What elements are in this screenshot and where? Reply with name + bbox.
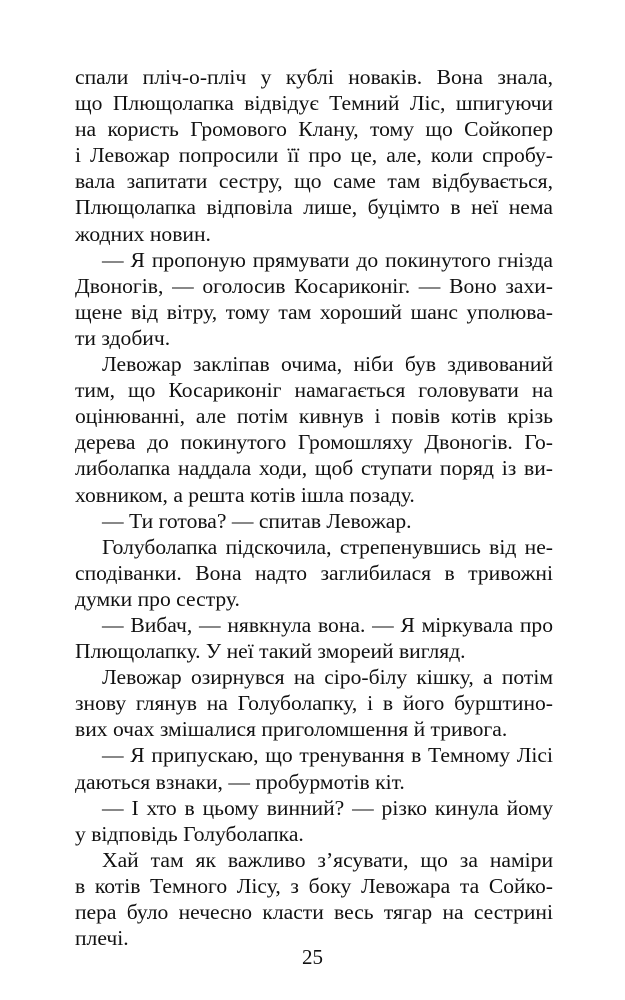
text-line: — І хто в цьому винний? — різко кинула йому — [102, 795, 553, 820]
text-line: Плющолапка відповіла лише, буцімто в неї нема — [75, 195, 553, 220]
text-line: Левожар озирнувся на сіро-білу кішку, а потім — [102, 665, 553, 690]
text-line: тим, що Косариконіг намагається головувати на — [75, 378, 553, 403]
text-line: знову глянув на Голуболапку, і в його бурштино- — [75, 691, 553, 716]
text-line: і Левожар попросили її про це, але, коли спробу- — [75, 143, 553, 168]
text-line: Хай там як важливо з’ясувати, що за наміри — [102, 847, 553, 872]
text-line: вала запитати сестру, що саме там відбувається, — [75, 169, 553, 194]
text-line: що Плющолапка відвідує Темний Ліс, шпигуючи — [75, 91, 553, 116]
text-line: ховником, а решта котів ішла позаду. — [75, 482, 415, 507]
text-line: щене від вітру, тому там хороший шанс уполюва- — [75, 299, 553, 324]
text-line: ти здобич. — [75, 325, 171, 350]
text-line: — Я припускаю, що тренування в Темному Лісі — [102, 743, 553, 768]
text-line: вих очах змішалися приголомшення й тривога. — [75, 717, 508, 742]
text-line: Двоногів, — оголосив Косариконіг. — Воно захи- — [75, 273, 553, 298]
text-line: плечі. — [75, 926, 129, 951]
text-line: на користь Громового Клану, тому що Сойкопер — [75, 117, 553, 142]
text-line: жодних новин. — [75, 221, 211, 246]
text-line: — Ти готова? — спитав Левожар. — [102, 508, 412, 533]
text-line: у відповідь Голуболапка. — [75, 821, 304, 846]
text-line: дерева до покинутого Громошляху Двоногів. Го- — [75, 430, 553, 455]
text-line: пера було нечесно класти весь тягар на сестрині — [75, 900, 553, 924]
text-line: либолапка наддала ходи, щоб ступати поряд із ви- — [75, 456, 553, 481]
text-line: даються взнаки, — пробурмотів кіт. — [75, 769, 405, 794]
text-line: Плющолапку. У неї такий змореий вигляд. — [75, 639, 466, 664]
text-line: спали пліч-о-пліч у кублі новаків. Вона знала, — [75, 65, 553, 89]
text-line: сподіванки. Вона надто заглибилася в тривожні — [75, 560, 553, 585]
text-line: оцінюванні, але потім кивнув і повів котів крізь — [75, 404, 553, 429]
text-line: думки про сестру. — [75, 586, 240, 611]
text-line: Голуболапка підскочила, стрепенувшись від не- — [102, 534, 553, 559]
page-number: 25 — [302, 945, 323, 969]
text-line: Левожар закліпав очима, ніби був здивований — [102, 352, 553, 377]
book-page-text — [75, 64, 553, 951]
text-line: — Вибач, — нявкнула вона. — Я міркувала про — [102, 612, 553, 637]
text-line: — Я пропоную прямувати до покинутого гнізда — [102, 247, 553, 272]
text-line: в котів Темного Лісу, з боку Левожара та Сойко- — [75, 873, 553, 898]
